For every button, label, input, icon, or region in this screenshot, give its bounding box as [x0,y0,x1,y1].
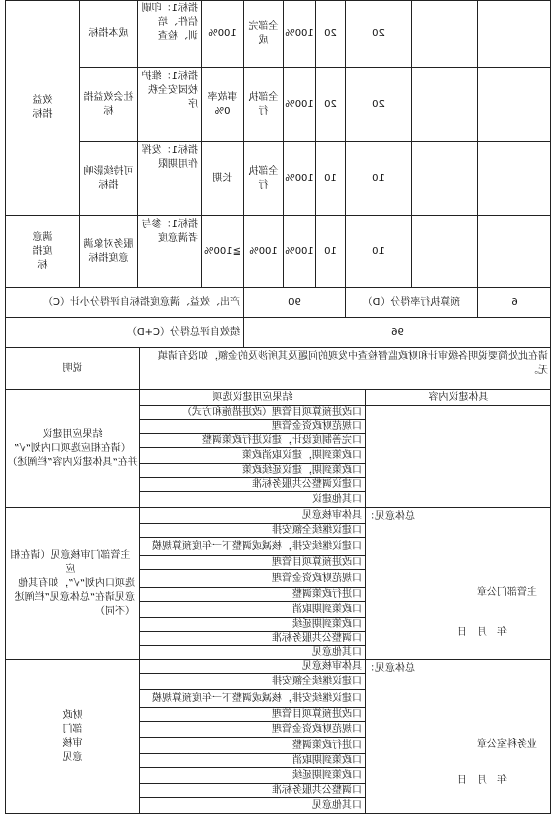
finance-overall-label: 总体意见： [365,663,415,674]
dept-option[interactable]: 口其他意见 [139,646,365,660]
finance-option[interactable]: 口其他意见 [139,798,365,814]
suggestion-option[interactable]: 口改进预算项目管理（改进措施和方式） [139,406,365,420]
indicator-row-1-level3: 指标1：印刷信件、培训、检查 [137,0,201,68]
dept-option[interactable]: 口规范财政资金管理 [139,570,365,588]
indicator-row-4-target: ≧100% [201,216,243,288]
finance-review-label-line: 审核 [62,737,83,749]
dept-date-label: 年 月 日 [457,627,507,638]
indicator-row-1-rate: 100% [283,0,315,68]
indicator-row-2-rate: 100% [283,68,315,142]
suggestion-option[interactable]: 口完善制度设计，建议进行政策调整 [139,434,365,448]
finance-review-label-line: 财政 [62,709,83,721]
indicator-row-1-actual: 全部完成 [243,0,283,68]
level1-satisfaction: 满意度指标 [5,216,79,288]
indicator-row-4-blank [477,216,551,288]
indicator-row-3-rate: 100% [283,142,315,216]
total-score-label: 绩效自评总得分（C+D） [5,318,243,348]
suggestion-label-line: （请在相应选项口内划“√” [14,442,131,454]
finance-option[interactable]: 口建议继续全额安排 [139,674,365,690]
dept-review-label-line: 意见请在“总体意见”栏阐述 [14,591,135,603]
indicator-row-2-blank-b [411,68,477,142]
dept-option[interactable]: 口调整公共服务标准 [139,632,365,646]
finance-option[interactable]: 口规范财政资金管理 [139,722,365,738]
budget-rate-score-value: 6 [477,288,551,318]
suggestion-options-header: 结果应用建议选项 [139,390,365,406]
finance-option[interactable]: 口政策到期取消 [139,754,365,768]
indicator-row-2-actual: 全部执行 [243,68,283,142]
finance-option: 具体审核意见 [139,660,365,674]
dept-option[interactable]: 口建议继续安排，核减或调整下一年度预算规模 [139,538,365,556]
suggestion-option[interactable]: 口政策到期，建议延续政策 [139,464,365,478]
indicator-blank-cell [477,0,551,68]
dept-review-label-line: （不同） [95,605,135,617]
indicator-row-3-weight: 10 [315,142,345,216]
finance-option[interactable]: 口进行政策调整 [139,738,365,754]
suggestion-label-line: 并在“具体建议内容”栏阐述） [7,456,138,468]
finance-option[interactable]: 口建议继续安排，核减或调整下一年度预算规模 [139,690,365,708]
suggestion-option[interactable]: 口政策到期，建议取消政策 [139,448,365,464]
suggestion-content-input[interactable] [365,406,551,508]
dept-seal-label: 主管部门公章 [477,587,537,598]
indicator-row-3-blank [477,142,551,216]
indicator-row-1-target: 100% [201,0,243,68]
indicator-row-2-score: 20 [345,68,411,142]
dept-option[interactable]: 口进行政策调整 [139,588,365,602]
level1-benefit: 效益指标 [5,0,79,216]
indicator-row-2-weight: 20 [315,68,345,142]
indicator-row-4-actual: 100% [243,216,283,288]
dept-review-label [5,508,139,660]
indicator-row-4-weight: 10 [315,216,345,288]
suggestion-label-line: 结果应用建议 [42,428,103,440]
finance-overall-opinion[interactable] [365,660,551,814]
finance-review-label-line: 意见 [62,751,83,763]
indicator-row-4-score: 10 [345,216,411,288]
finance-option[interactable]: 口政策到期延续 [139,768,365,784]
suggestion-option[interactable]: 口建议调整公共服务标准 [139,478,365,492]
indicator-row-4-level3: 指标1：参与者满意度 [137,216,201,288]
budget-rate-score-label: 预算执行率得分（D） [345,288,477,318]
suggestion-label [5,390,139,508]
indicator-row-1-weight: 20 [315,0,345,68]
dept-review-label-line: 主管部门审核意见（请在相应 [10,549,131,575]
dept-option[interactable]: 口建议继续全额安排 [139,524,365,538]
dept-option[interactable]: 口改进预算项目管理 [139,556,365,570]
finance-review-label [5,660,139,814]
indicator-row-2-blank [477,68,551,142]
dept-overall-opinion[interactable] [365,508,551,660]
finance-date-label: 年 月 日 [457,775,507,786]
indicator-row-1-blank [411,0,477,68]
indicator-row-1-score: 20 [345,0,411,68]
dept-overall-label: 总体意见： [365,511,415,522]
dept-review-label-line: 选项口内划“√”，如有其他 [18,577,135,589]
suggestion-option[interactable]: 口其他建议 [139,492,365,508]
indicator-row-4-rate: 100% [283,216,315,288]
suggestion-option[interactable]: 口规范财政资金管理 [139,420,365,434]
indicator-row-4-blank-b [411,216,477,288]
finance-seal-label: 业务科室公章 [477,739,537,750]
indicator-row-2-level2: 社会效益指标 [79,68,137,142]
total-score-value: 96 [243,318,551,348]
subtotal-c-label: 产出、效益、满意度指标自评得分小计（C） [5,288,243,318]
indicator-row-2-target: 事故率0% [201,68,243,142]
indicator-row-3-level3: 指标1：发挥作用期限 [137,142,201,216]
finance-review-label-line: 部门 [62,723,83,735]
indicator-row-3-score: 10 [345,142,411,216]
indicator-row-3-target: 长期 [201,142,243,216]
finance-option[interactable]: 口改进预算项目管理 [139,708,365,722]
dept-option: 具体审核意见 [139,508,365,524]
indicator-row-2-level3: 指标1：维护校园安全秩序 [137,68,201,142]
dept-option[interactable]: 口政策到期延续 [139,618,365,632]
remark-label: 说明 [5,348,139,390]
suggestion-content-header: 具体建议内容 [365,390,551,406]
dept-option[interactable]: 口政策到期取消 [139,602,365,618]
remark-text[interactable]: 请在此处简要说明各级审计和财政监督检查中发现的问题及其所涉及的金额，如没有请填无。 [139,348,551,390]
indicator-row-1-level2: 成本指标 [79,0,137,68]
indicator-row-3-level2: 可持续影响指标 [79,142,137,216]
subtotal-c-value: 90 [243,288,345,318]
finance-option[interactable]: 口调整公共服务标准 [139,784,365,798]
indicator-row-4-level2: 服务对象满意度指标 [79,216,137,288]
indicator-row-3-blank-b [411,142,477,216]
indicator-row-3-actual: 全部执行 [243,142,283,216]
